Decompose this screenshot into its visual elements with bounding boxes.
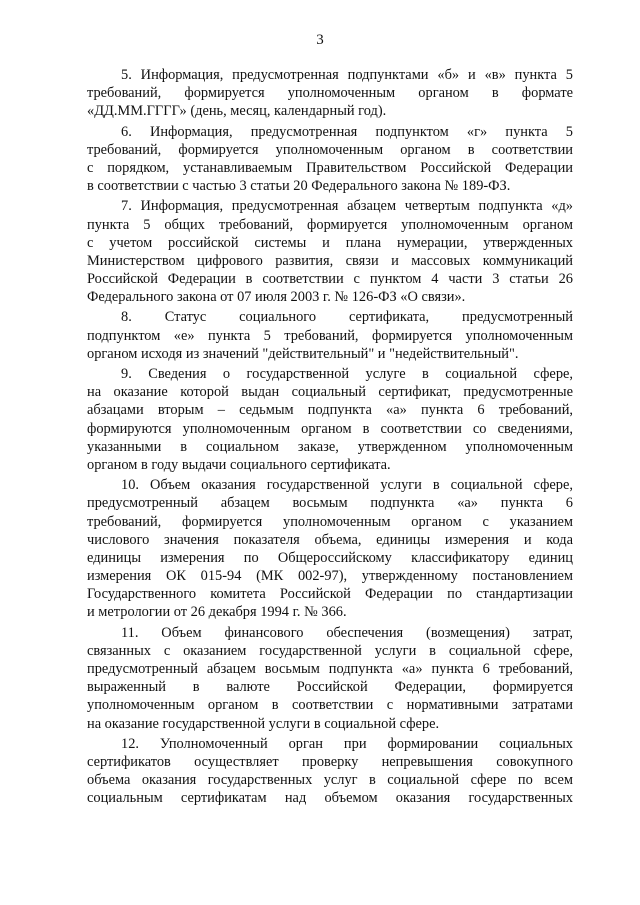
paragraph-line: 10. Объем оказания государственной услуги в социальной сфере, <box>121 477 573 494</box>
page-number: 3 <box>316 32 324 48</box>
paragraph-line: требований, формируется уполномоченным органом с указанием <box>87 513 573 530</box>
paragraph-line: требований, формируется уполномоченным органом в формате <box>87 85 573 102</box>
paragraph-line: 7. Информация, предусмотренная абзацем четвертым подпункта «д» <box>121 198 573 215</box>
paragraph-line: с учетом российской системы и плана нумерации, утвержденных <box>87 234 573 251</box>
paragraph-line: органом в году выдачи социального сертификата. <box>87 456 391 473</box>
paragraph-line: 11. Объем финансового обеспечения (возмещения) затрат, <box>121 624 573 641</box>
paragraph-line: сертификатов осуществляет проверку непревышения совокупного <box>87 753 573 770</box>
paragraph-line: Министерством цифрового развития, связи и массовых коммуникаций <box>87 252 573 269</box>
paragraph-line: числового значения показателя объема, единицы измерения и кода <box>87 531 573 548</box>
paragraph-line: Государственного комитета Российской Федерации по стандартизации <box>87 586 573 603</box>
paragraph-line: 6. Информация, предусмотренная подпунктом «г» пункта 5 <box>121 123 573 140</box>
paragraph-line: требований, формируется уполномоченным органом в соответствии <box>87 141 573 158</box>
paragraph-line: органом исходя из значений "действительный" и "недействительный". <box>87 345 519 362</box>
paragraph-line: 12. Уполномоченный орган при формировании социальных <box>121 735 573 752</box>
paragraph <box>87 197 573 306</box>
paragraph-line: связанных с оказанием государственной услуги в социальной сфере, <box>87 642 573 659</box>
paragraph-line: формируются уполномоченным органом в соответствии со сведениями, <box>87 420 573 437</box>
paragraph <box>87 123 573 196</box>
paragraph-line: подпунктом «е» пункта 5 требований, формируется уполномоченным <box>87 327 573 344</box>
paragraph <box>87 66 573 121</box>
paragraph-line: на оказание государственной услуги в социальной сфере. <box>87 715 440 732</box>
paragraph <box>87 735 573 808</box>
paragraph-line: социальным сертификатам над объемом оказания государственных <box>87 790 573 807</box>
paragraph-line: единицы измерения по Общероссийскому классификатору единиц <box>87 549 573 566</box>
paragraph <box>87 476 573 622</box>
paragraph-line: 9. Сведения о государственной услуге в социальной сфере, <box>121 366 573 382</box>
paragraph-line: Российской Федерации в соответствии с пунктом 4 части 3 статьи 26 <box>87 271 573 288</box>
paragraph-line: в соответствии с частью 3 статьи 20 Федерального закона № 189-ФЗ. <box>87 178 511 195</box>
paragraph-line: 8. Статус социального сертификата, предусмотренный <box>121 309 573 326</box>
paragraph-line: на оказание которой выдан социальный сертификат, предусмотренные <box>87 384 573 401</box>
document-body <box>87 66 573 810</box>
paragraph-line: объема оказания государственных услуг в социальной сфере по всем <box>87 772 573 789</box>
paragraph-line: пункта 5 общих требований, формируется уполномоченным органом <box>87 216 573 233</box>
paragraph-line: уполномоченным органом в соответствии с нормативными затратами <box>87 697 573 714</box>
paragraph-line: предусмотренный абзацем восьмым подпункта «а» пункта 6 <box>87 495 573 512</box>
paragraph-line: и метрологии от 26 декабря 1994 г. № 366. <box>87 604 347 621</box>
paragraph-line: измерения ОК 015-94 (МК 002-97), утвержденному постановлением <box>87 568 573 585</box>
paragraph-line: 5. Информация, предусмотренная подпунктами «б» и «в» пункта 5 <box>121 67 573 83</box>
paragraph-line: предусмотренный абзацем восьмым подпункта «а» пункта 6 требований, <box>87 661 573 677</box>
paragraph <box>87 308 573 363</box>
paragraph-line: «ДД.ММ.ГГГГ» (день, месяц, календарный год). <box>87 103 387 120</box>
paragraph-line: указанными в социальном заказе, утвержденном уполномоченным <box>87 438 573 455</box>
paragraph <box>87 624 573 733</box>
paragraph-line: Федерального закона от 07 июля 2003 г. № 126-ФЗ «О связи». <box>87 289 466 306</box>
paragraph-line: абзацами вторым – седьмым подпункта «а» пункта 6 требований, <box>87 402 573 419</box>
paragraph-line: выраженный в валюте Российской Федерации, формируется <box>87 679 573 696</box>
paragraph-line: с порядком, устанавливаемым Правительством Российской Федерации <box>87 159 573 176</box>
paragraph <box>87 365 573 474</box>
